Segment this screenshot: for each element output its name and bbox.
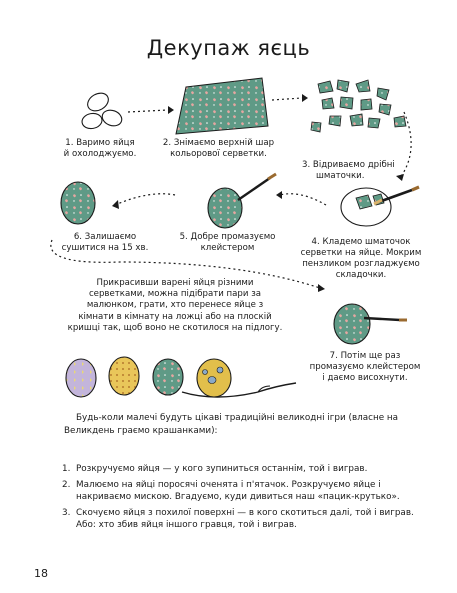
napkin-pieces — [311, 80, 406, 132]
step-4-line: серветки на яйце. Мокрим — [300, 248, 422, 258]
step-6-line: сушитися на 15 хв. — [61, 243, 149, 253]
eggs-white — [81, 90, 124, 131]
list-item — [62, 507, 424, 532]
games-intro: Будь-коли малечі будуть цікаві традиційні великодні ігри (власне на Великдень граємо крашанками): — [64, 413, 399, 436]
games-list — [62, 463, 424, 535]
step-1-text — [55, 138, 145, 160]
step-3-text — [302, 160, 412, 182]
step-2-text — [151, 138, 286, 160]
tip-line: малюнком, грати, хто перенесе яйце з — [86, 300, 264, 311]
page-number: 18 — [34, 567, 48, 580]
step-5-line: 5. Добре промазуємо — [179, 232, 276, 242]
egg-glued — [208, 174, 276, 228]
step-7-line: 7. Потім ще раз — [329, 351, 401, 361]
step-2-line: кольорової серветки. — [170, 149, 267, 159]
step-6-text — [50, 232, 160, 254]
step-4-line: складочки. — [335, 270, 387, 280]
list-item-number: 1. — [62, 464, 71, 474]
tip-line: кришці так, щоб воно не скотилося на підлогу. — [67, 322, 283, 333]
egg-with-brush — [341, 187, 419, 226]
list-item-number: 2. — [62, 479, 71, 490]
step-5-text — [170, 232, 285, 254]
list-item-text: Розкручуємо яйця — у кого зупиниться останнім, той і виграв. — [76, 464, 368, 474]
step-4-line: 4. Кладемо шматочок — [311, 237, 411, 247]
napkin-sheet — [176, 78, 268, 134]
step-1-line: 1. Варимо яйця — [65, 138, 135, 148]
tip-line: кімнати в кімнату на ложці або на плоскій — [78, 311, 272, 322]
step-3-line: 3. Відриваємо дрібні — [302, 160, 395, 170]
step-1-line: й охолоджуємо. — [63, 149, 137, 159]
decorated-eggs-row — [66, 357, 296, 397]
list-item-number: 3. — [62, 507, 71, 518]
tip-paragraph — [50, 278, 300, 334]
step-5-line: клейстером — [200, 243, 255, 253]
step-4-line: пензликом розгладжуємо — [302, 259, 420, 269]
page-title: Декупаж яєць — [146, 36, 311, 60]
step-3-line: шматочки. — [316, 171, 365, 181]
step-7-line: промазуємо клейстером — [309, 362, 421, 372]
egg-drying — [61, 182, 95, 224]
list-item-text: Скочуємо яйця з похилої поверхні — в кого скотиться далі, той і виграв. Або: хто збив яйця іншого гравця, той і виграв. — [76, 507, 414, 530]
step-4-text — [296, 237, 426, 281]
list-item-text: Малюємо на яйці поросячі оченята і п'ятачок. Розкручуємо яйце і накриваємо мискою. Вгадуємо, куди дивиться наш «пацик-крутько». — [76, 479, 400, 502]
step-7-text — [300, 351, 430, 384]
step-7-line: і даємо висохнути. — [322, 373, 408, 383]
step-6-line: 6. Залишаємо — [73, 232, 137, 242]
tip-line: серветками, можна підібрати пари за — [88, 289, 262, 300]
egg-final — [334, 304, 407, 344]
tip-line: Прикрасивши варені яйця різними — [96, 278, 254, 288]
step-2-line: 2. Знімаємо верхній шар — [162, 138, 275, 148]
list-item — [62, 463, 424, 476]
list-item — [62, 479, 424, 504]
